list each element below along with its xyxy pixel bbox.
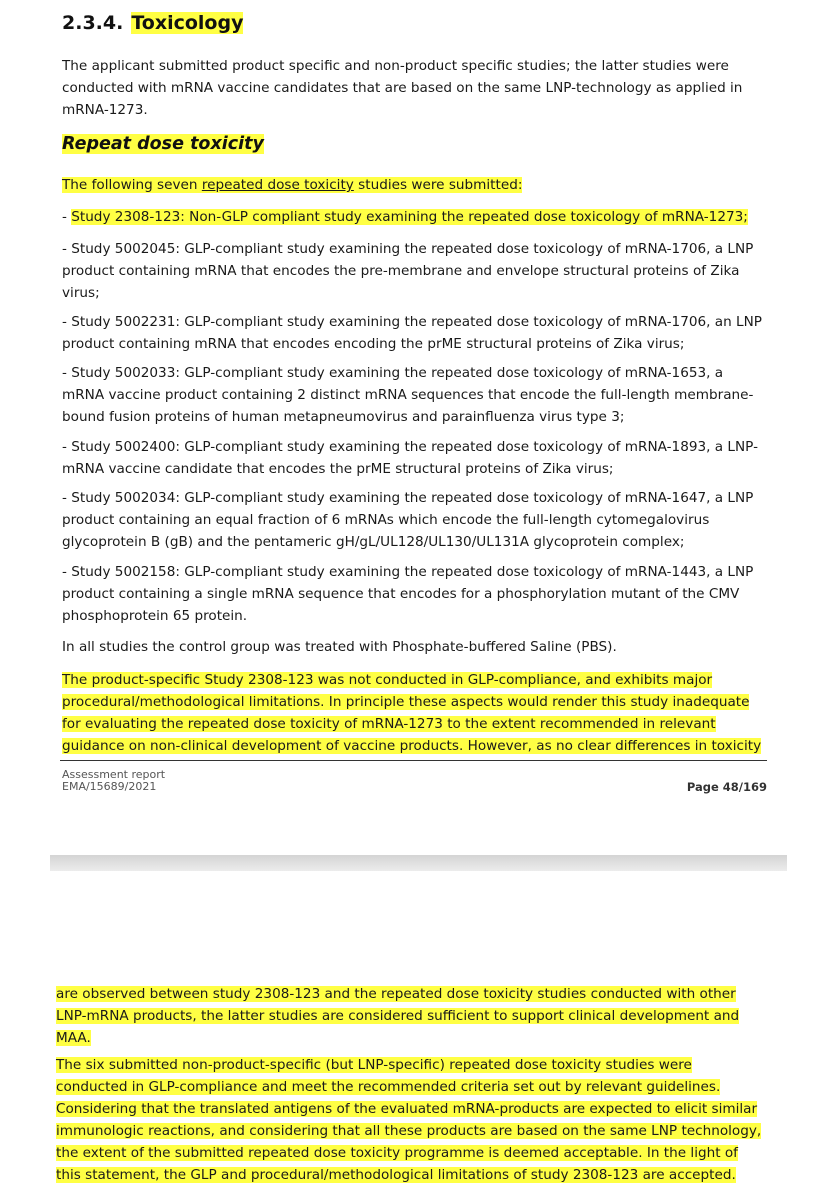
study-item-6: - Study 5002034: GLP-compliant study examining the repeated dose toxicology of mRNA-1647, a LNP product containing an equal fraction of 6 mRNAs which encode the full-length cytomegalovirus glycoprotein B (gB) and the pentameric gH/gL/UL128/UL130/UL131A glycoprotein complex; — [62, 490, 754, 550]
paragraph-line: Considering that the translated antigens of the evaluated mRNA-products are expected to elicit similar — [56, 1101, 758, 1117]
paragraph-line: for evaluating the repeated dose toxicity of mRNA-1273 to the extent recommended in relevant — [62, 716, 716, 732]
subheading — [62, 134, 264, 154]
footer-report-label: Assessment report — [62, 768, 166, 781]
footer-reference — [62, 769, 165, 793]
paragraph-line: The product-specific Study 2308-123 was not conducted in GLP-compliance, and exhibits major — [62, 672, 713, 688]
section-heading — [62, 12, 243, 34]
paragraph-line: The six submitted non-product-specific (but LNP-specific) repeated dose toxicity studies were — [56, 1057, 692, 1073]
paragraph-line: guidance on non-clinical development of vaccine products. However, as no clear differences in toxicity — [62, 738, 762, 754]
paragraph-line: immunologic reactions, and considering that all these products are based on the same LNP technology, — [56, 1123, 762, 1139]
paragraph-line: are observed between study 2308-123 and the repeated dose toxicity studies conducted with other — [56, 986, 736, 1002]
footer-ref-number: EMA/15689/2021 — [62, 780, 157, 793]
intro-paragraph: The applicant submitted product specific and non-product specific studies; the latter studies were conducted with mRNA vaccine candidates that are based on the same LNP-technology as applied in mRNA-1273. — [62, 58, 743, 118]
paragraph-line: MAA. — [56, 1030, 91, 1046]
paragraph-line: this statement, the GLP and procedural/methodological limitations of study 2308-123 are accepted. — [56, 1167, 736, 1183]
footer-rule — [60, 760, 767, 761]
study-item-1: - Study 2308-123: Non-GLP compliant study examining the repeated dose toxicology of mRNA-1273; — [62, 209, 748, 225]
study-item-2: - Study 5002045: GLP-compliant study examining the repeated dose toxicology of mRNA-1706, a LNP product containing mRNA that encodes the pre-membrane and envelope structural proteins of Zika virus; — [62, 241, 754, 301]
study-item-3: - Study 5002231: GLP-compliant study examining the repeated dose toxicology of mRNA-1706, an LNP product containing mRNA that encodes encoding the prME structural proteins of Zika virus; — [62, 314, 762, 352]
study-item-4: - Study 5002033: GLP-compliant study examining the repeated dose toxicology of mRNA-1653, a mRNA vaccine product containing 2 distinct mRNA sequences that encode the full-length membrane-bound fusion proteins of human metapneumovirus and parainfluenza virus type 3; — [62, 365, 754, 425]
lead-underlined: repeated dose toxicity — [201, 177, 354, 193]
paragraph-line: the extent of the submitted repeated dose toxicity programme is deemed acceptable. In the light of — [56, 1145, 738, 1161]
lead-after: studies were submitted: — [353, 177, 523, 193]
subheading-text: Repeat dose toxicity — [62, 134, 264, 154]
page-number: Page 48/169 — [686, 780, 767, 794]
lead-sentence — [62, 174, 762, 196]
page-separator — [50, 855, 787, 871]
continued-paragraph — [56, 983, 796, 1049]
section-number: 2.3.4. — [62, 12, 124, 34]
product-specific-paragraph — [62, 669, 782, 757]
study-item-7: - Study 5002158: GLP-compliant study examining the repeated dose toxicology of mRNA-1443, a LNP product containing a single mRNA sequence that encodes for a phosphorylation mutant of the CMV phosphoprotein 65 protein. — [62, 564, 754, 624]
study-item-5: - Study 5002400: GLP-compliant study examining the repeated dose toxicology of mRNA-1893, a LNP-mRNA vaccine candidate that encodes the prME structural proteins of Zika virus; — [62, 439, 758, 477]
control-group-paragraph: In all studies the control group was treated with Phosphate-buffered Saline (PBS). — [62, 639, 617, 655]
paragraph-line: procedural/methodological limitations. In principle these aspects would render this study inadequate — [62, 694, 750, 710]
paragraph-line: conducted in GLP-compliance and meet the recommended criteria set out by relevant guidelines. — [56, 1079, 721, 1095]
lead-before: The following seven — [62, 177, 202, 193]
conclusion-paragraph — [56, 1054, 801, 1186]
section-title: Toxicology — [131, 12, 244, 34]
paragraph-line: LNP-mRNA products, the latter studies are considered sufficient to support clinical development and — [56, 1008, 740, 1024]
